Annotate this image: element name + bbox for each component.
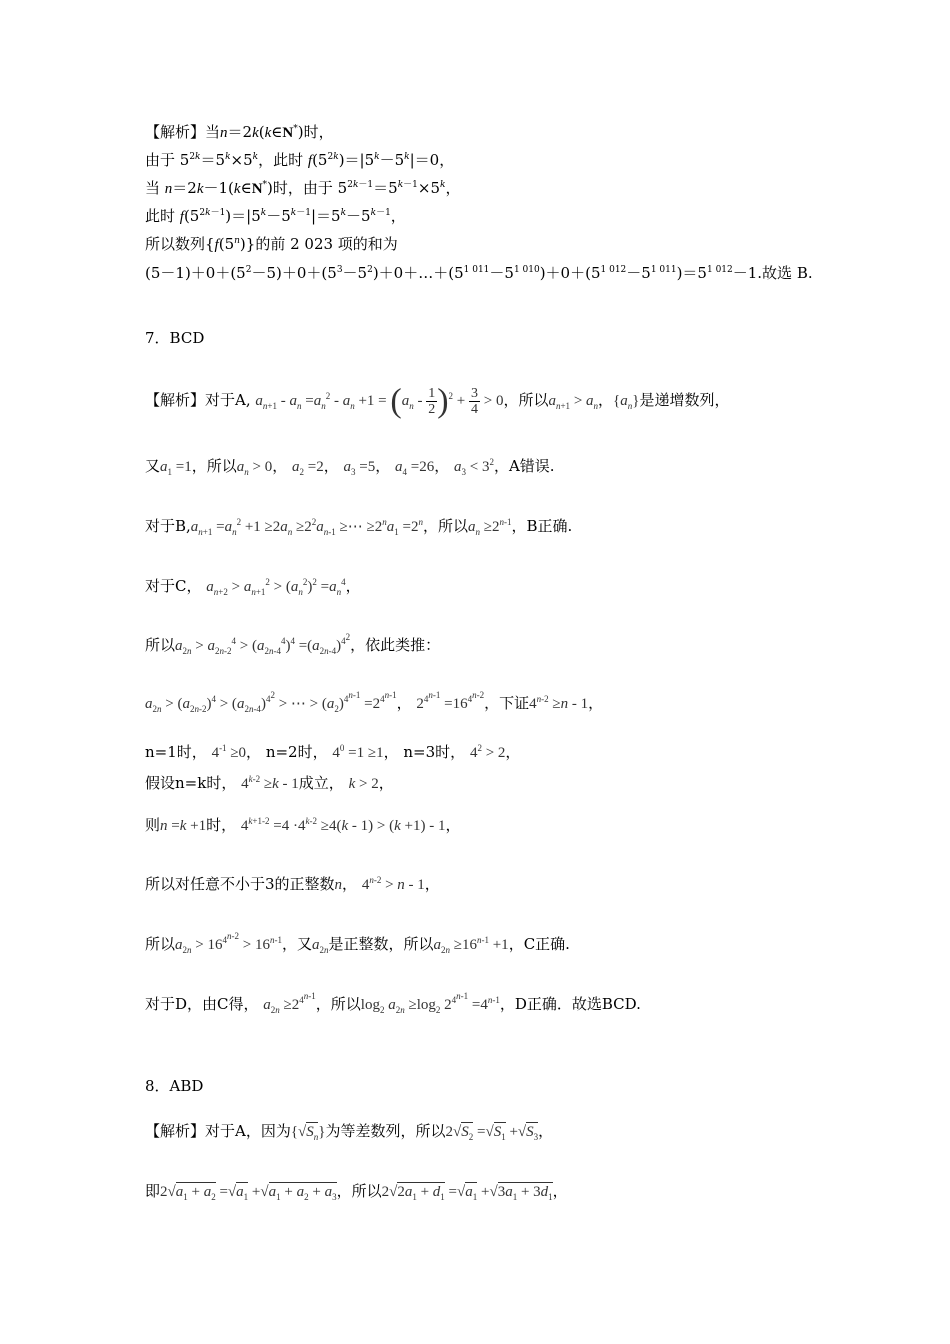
q7-c-line-6: 则n =k +1时， $4^{k+1-2} =4 \cdot 4^{k-2} \ge 4(k - 1) > (k +1) - 1$， [145,816,461,834]
b6-line-6: $(5-1)+0+(5^2-5)+0+(5^3-5^2)+0+\dots+(5^{1 011}-5^{1 010})+0+(5^{1 012}-5^{1 011})=5^{1 012}-1$.故选 B. [145,264,813,282]
q8-line-1: 【解析】对于A，因为$\{√S_n\}$为等差数列，所以$2√S_2 =√S_1 +√S_3$， [145,1122,554,1142]
q8-answer: 8．ABD [145,1077,204,1095]
q7-c-line-3: $a_{2n} > (a_{2n-2})^4 > (a_{2n-4})^{4^2}$ > ⋯ > $(a_2)^{4^{n-1}} =2^{4^{n-1}}$， $2^{4^{n-1}} =16^{4^{n-2}}$，下证$4^{n-2} \ge n - 1$， [145,690,604,714]
b6-line-4: 此时 $f(5^{2k-1})=|5^k-5^{k-1}|=5^k-5^{k-1}$， [145,207,406,225]
q7-b-line: 对于$B,a_{n+1} =a_n^2 +1 \ge 2a_n \ge 2^2a_{n-1}$ ≥⋯ $\ge 2^na_1 =2^n$，所以$a_n \ge 2^{n-1}$，B正确. [145,517,573,537]
q7-answer: 7．BCD [145,329,205,347]
q7-c-line-2: 所以$a_{2n} > a_{2n-2}^4 > (a_{2n-4}^4)^4 =(a_{2n-4})^{4^2}$，依此类推： [145,632,441,656]
b6-line-1: 【解析】当n＝2k(k∈N*)时， [145,123,334,141]
q7-c-line-7: 所以对任意不小于3的正整数n， $4^{n-2} > n - 1$， [145,875,440,893]
q7-a-line: 【解析】对于A, $a_{n+1} - a_n =a_n^2 - a_n +1 = (a_n$ - $\frac{1}{2}$ )$^2$ + $\frac{3}{4}$ > 0，所以$a_{n+1} > a_n$，$\{a_n\}$是递增数列， [145,382,730,420]
b6-line-5: 所以数列{f(5$^n$)}的前 2 023 项的和为 [145,235,398,253]
b6-line-2: 由于 $5^{2k}=5^k\times 5^k$，此时 $f(5^{2k})=|5^k-5^k|=0$， [145,151,455,169]
q8-line-2: 即$2√a_1 + a_2 =√a_1 +√a_1 + a_2 + a_3$，所以$2√2a_1 + d_1 =√a_1 +√3a_1 + 3d_1$， [145,1182,568,1202]
b6-line-3: 当 n＝2k－1(k∈N*)时，由于 $5^{2k-1}=5^{k-1}\times 5^k$， [145,179,461,197]
q7-a-line-2: 又$a_1 =1$，所以$a_n > 0$， $a_2 =2$， $a_3 =5$， $a_4 =26$， $a_3 < 3^2$，A错误. [145,457,555,477]
q7-c-line-8: 所以$a_{2n} > 16^{4^{n-2}} > 16^{n-1}$，又$a_{2n}$是正整数，所以$a_{2n} \ge 16^{n-1} +1$，C正确. [145,931,570,955]
q7-c-line-4: n=1时， $4^{-1} \ge 0$， n=2时， $4^0 =1 \ge 1$， n=3时， $4^2 > 2$， [145,743,521,761]
q7-d-line: 对于D，由C得， $a_{2n} \ge 2^{4^{n-1}}$，所以$\log_2 a_{2n} \ge\log_2$ $2^{4^{n-1}} =4^{n-1}$，D正确．故选BCD. [145,991,641,1015]
q7-c-line-5: 假设n=k时， $4^{k-2} \ge k - 1$成立， k > 2， [145,774,394,792]
q7-c-line-1: 对于C， $a_{n+2} > a_{n+1}^2 > (a_n^2)^2 =a_n^4$， [145,577,361,597]
